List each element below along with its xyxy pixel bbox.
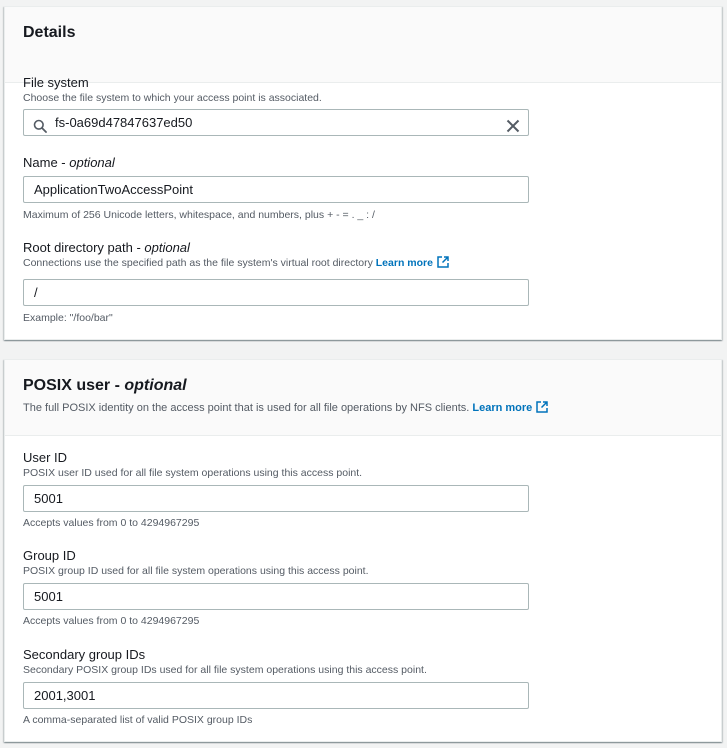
group-id-field bbox=[23, 548, 533, 628]
root-directory-label-optional: optional bbox=[144, 240, 190, 255]
name-input[interactable] bbox=[23, 176, 529, 203]
name-hint: Maximum of 256 Unicode letters, whitespace, and numbers, plus + - = . _ : / bbox=[23, 209, 375, 221]
details-header bbox=[5, 7, 721, 83]
learn-more-link[interactable]: Learn more bbox=[472, 402, 533, 414]
external-link-icon[interactable] bbox=[536, 401, 548, 413]
secondary-group-ids-input[interactable] bbox=[23, 682, 529, 709]
posix-user-description bbox=[23, 401, 703, 414]
group-id-label: Group ID bbox=[23, 548, 76, 563]
name-label-optional: optional bbox=[69, 155, 115, 170]
user-id-label: User ID bbox=[23, 450, 68, 465]
group-id-hint: Accepts values from 0 to 4294967295 bbox=[23, 615, 200, 627]
root-directory-input[interactable] bbox=[23, 279, 529, 306]
details-panel bbox=[4, 6, 722, 340]
learn-more-link[interactable]: Learn more bbox=[375, 257, 433, 269]
user-id-value: 5001 bbox=[34, 491, 63, 506]
user-id-field bbox=[23, 450, 533, 530]
name-value: ApplicationTwoAccessPoint bbox=[34, 182, 193, 197]
file-system-description: Choose the file system to which your access point is associated. bbox=[23, 92, 322, 104]
user-id-input[interactable] bbox=[23, 485, 529, 512]
root-directory-hint: Example: "/foo/bar" bbox=[23, 312, 113, 324]
name-field bbox=[23, 155, 533, 222]
posix-user-description-text: The full POSIX identity on the access point that is used for all file operations by NFS clients. bbox=[23, 402, 473, 414]
posix-user-panel bbox=[4, 359, 722, 742]
secondary-group-ids-description: Secondary POSIX group IDs used for all file system operations using this access point. bbox=[23, 664, 427, 676]
posix-user-header bbox=[5, 360, 721, 436]
posix-user-title-text: POSIX user - bbox=[23, 377, 125, 394]
search-icon bbox=[33, 116, 47, 130]
name-label-text: Name - bbox=[23, 155, 70, 170]
secondary-group-ids-hint: A comma-separated list of valid POSIX group IDs bbox=[23, 714, 253, 726]
posix-user-title-optional: optional bbox=[124, 377, 187, 394]
group-id-description: POSIX group ID used for all file system operations using this access point. bbox=[23, 565, 369, 577]
close-icon[interactable] bbox=[506, 116, 520, 130]
secondary-group-ids-field bbox=[23, 647, 533, 727]
root-directory-value: / bbox=[34, 285, 38, 300]
root-directory-field bbox=[23, 240, 533, 325]
group-id-input[interactable] bbox=[23, 583, 529, 610]
file-system-field bbox=[23, 75, 533, 136]
name-label bbox=[23, 155, 533, 171]
user-id-description: POSIX user ID used for all file system operations using this access point. bbox=[23, 467, 363, 479]
root-directory-description-text: Connections use the specified path as the file system's virtual root directory bbox=[23, 257, 376, 269]
root-directory-label bbox=[23, 240, 533, 256]
details-title: Details bbox=[23, 24, 76, 41]
posix-user-title bbox=[23, 377, 703, 395]
secondary-group-ids-value: 2001,3001 bbox=[34, 688, 96, 703]
user-id-hint: Accepts values from 0 to 4294967295 bbox=[23, 517, 200, 529]
file-system-label: File system bbox=[23, 75, 89, 90]
root-directory-description bbox=[23, 256, 533, 270]
file-system-search-input[interactable] bbox=[23, 109, 529, 136]
root-directory-label-text: Root directory path - bbox=[23, 240, 145, 255]
external-link-icon[interactable] bbox=[437, 256, 449, 268]
file-system-value: fs-0a69d47847637ed50 bbox=[55, 115, 193, 130]
group-id-value: 5001 bbox=[34, 589, 63, 604]
secondary-group-ids-label: Secondary group IDs bbox=[23, 647, 146, 662]
